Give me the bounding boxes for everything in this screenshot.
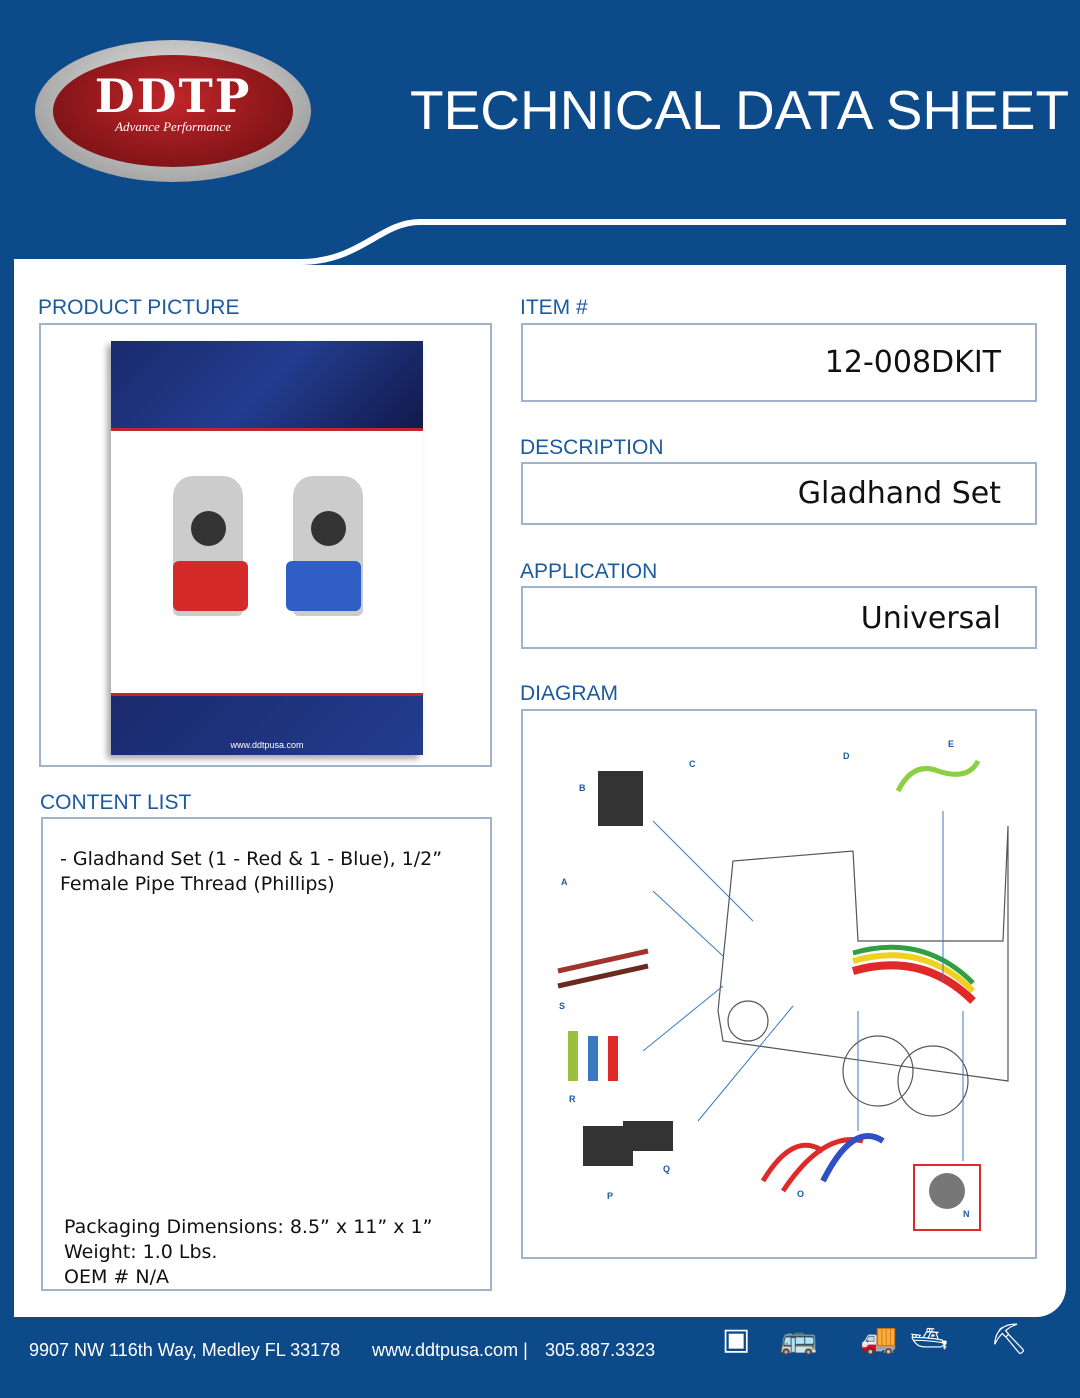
page-title: TECHNICAL DATA SHEET [410,79,1070,141]
content-list-label: CONTENT LIST [40,791,192,814]
ddtp-logo: DDTP Advance Performance [35,40,311,182]
diagram-label-d: D [843,751,850,761]
diagram-label-a: A [561,877,568,887]
diagram-label-n: N [963,1209,970,1219]
diagram-box [521,709,1037,1259]
truck-icon: 🚚 [860,1323,898,1356]
diagram-label-s: S [559,1001,566,1011]
yacht-icon: 🛥 [910,1323,949,1356]
diagram-label-r: R [569,1094,576,1104]
bus-icon: 🚌 [780,1323,818,1356]
diagram-label-q: Q [663,1164,671,1174]
diagram-label-e: E [948,739,955,749]
description-label: DESCRIPTION [520,436,664,459]
diagram-label-c: C [689,759,696,769]
truck-diagram [523,711,1035,1257]
diagram-label-p: P [607,1191,614,1201]
diagram-label: DIAGRAM [520,682,619,705]
oem-number: OEM # N/A [64,1266,169,1288]
footer-address: 9907 NW 116th Way, Medley FL 33178 [29,1340,341,1360]
header-swoosh [0,210,1080,290]
diagram-label-b: B [579,783,586,793]
excavator-icon: ⛏ [990,1323,1029,1356]
description-box [521,462,1037,525]
application-box [521,586,1037,649]
footer-website[interactable]: www.ddtpusa.com | [372,1340,528,1360]
weight: Weight: 1.0 Lbs. [64,1241,218,1263]
item-label: ITEM # [520,296,588,319]
item-number-box [521,323,1037,402]
application-value: Universal [860,601,1001,636]
product-picture-box [39,323,492,767]
packaging-dimensions: Packaging Dimensions: 8.5” x 11” x 1” [64,1216,433,1238]
content-list-box [41,817,492,1291]
product-package-image: www.ddtpusa.com [111,341,423,755]
content-item: - Gladhand Set (1 - Red & 1 - Blue), 1/2” Female Pipe Thread (Phillips) [60,848,443,895]
generator-icon: ▣ [722,1323,751,1356]
diagram-label-o: O [797,1189,805,1199]
product-picture-label: PRODUCT PICTURE [38,296,240,319]
description-value: Gladhand Set [797,476,1001,511]
footer-phone: 305.887.3323 [545,1340,656,1360]
item-number: 12-008DKIT [824,345,1001,380]
application-label: APPLICATION [520,560,658,583]
